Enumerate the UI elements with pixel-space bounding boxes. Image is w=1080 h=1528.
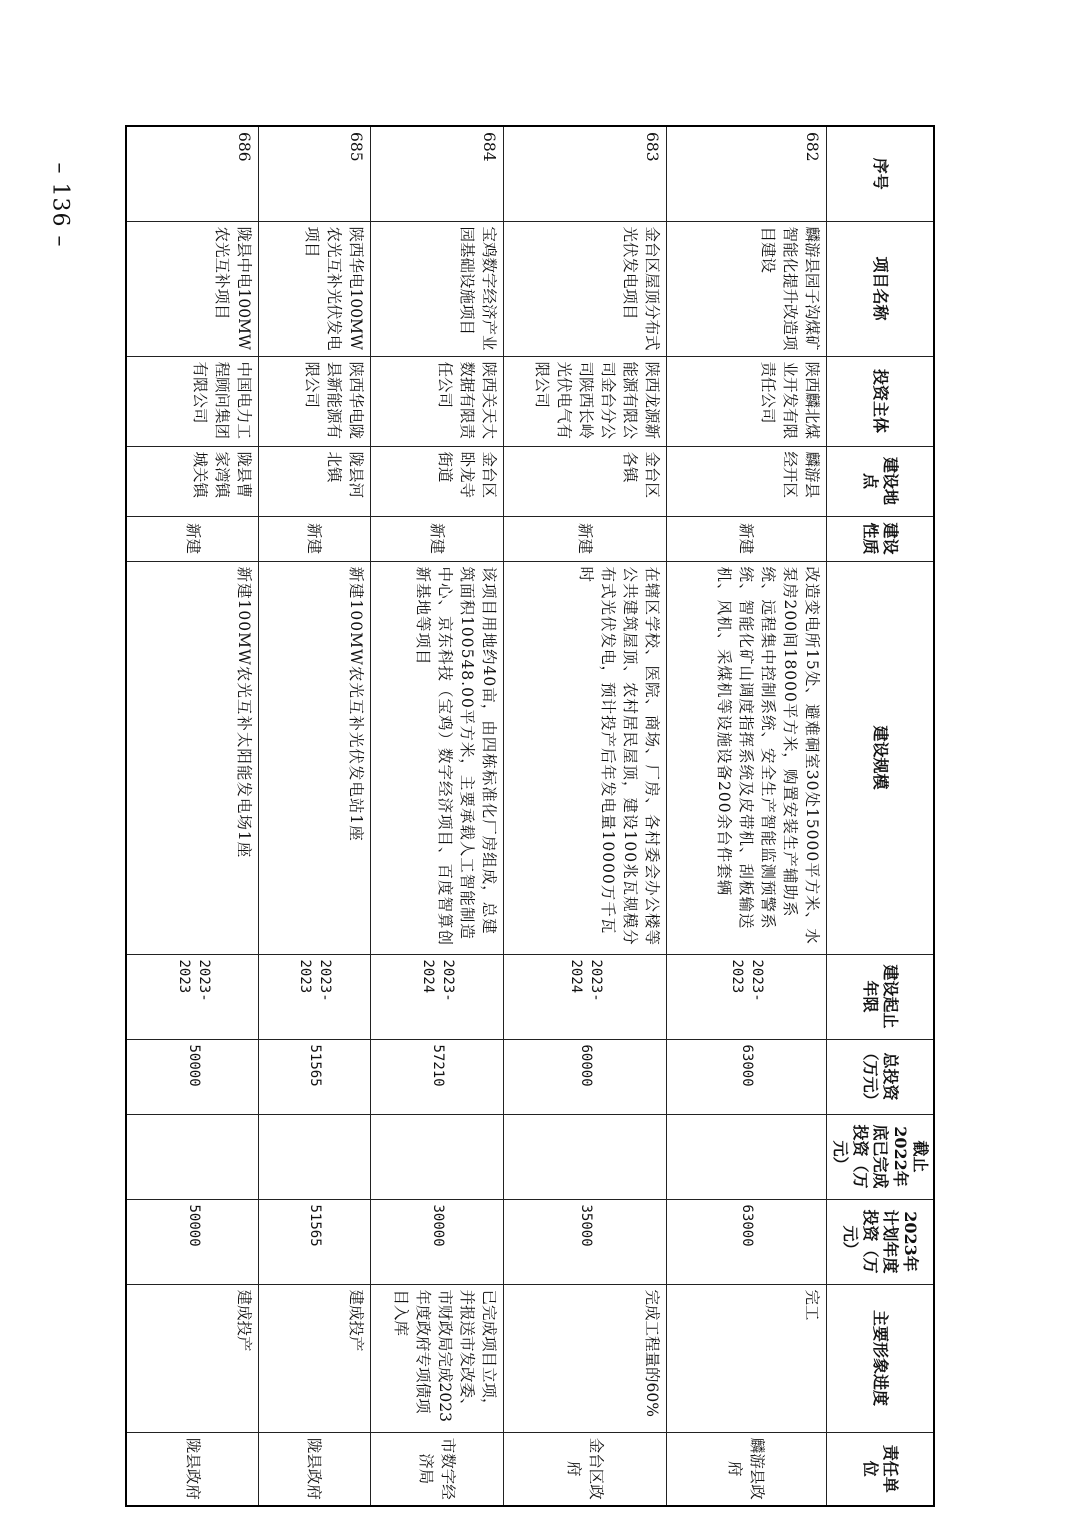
cell-nature: 新建 [259, 516, 371, 561]
cell-scale: 在辖区学校、医院、商场、厂房、各村委会办公楼等公共建筑屋顶、农村居民屋顶，建设100兆瓦规模分布式光伏发电，预计投产后年发电量10000万千瓦时 [504, 561, 667, 954]
cell-investor: 陕西关天大数据有限责任公司 [371, 356, 504, 446]
cell-investor: 陕西华电陇县新能源有限公司 [259, 356, 371, 446]
table-row [504, 126, 667, 1506]
cell-scale: 改造变电所15处、避难硐室30处15000平方米、水泵房200间18000平方米，购置安装生产辅助系统、远程集中控制系统、安全生产智能监测预警系统、智能化矿山调度指挥系统及皮带机、刮板输送机、风机、采煤机等设施设备200余台件套辆 [667, 561, 827, 954]
cell-nature: 新建 [667, 516, 827, 561]
cell-plan2023: 50000 [127, 1199, 259, 1284]
cell-unit: 陇县政府 [259, 1432, 371, 1506]
cell-nature: 新建 [371, 516, 504, 561]
table-row [259, 126, 371, 1506]
cell-plan2023: 51565 [259, 1199, 371, 1284]
cell-location: 陇县曹家湾镇城关镇 [127, 446, 259, 516]
table-row [127, 126, 259, 1506]
cell-scale: 新建100MW农光互补太阳能发电场1座 [127, 561, 259, 954]
cell-period: 2023-2023 [259, 954, 371, 1039]
cell-total: 63000 [667, 1039, 827, 1114]
cell-seq: 685 [259, 126, 371, 221]
cell-done2022 [127, 1114, 259, 1199]
cell-progress: 建成投产 [127, 1284, 259, 1432]
cell-investor: 陕西龙源新能源有限公司金台分公司陕西长岭光伏电气有限公司 [504, 356, 667, 446]
cell-name: 金台区屋顶分布式光伏发电项目 [504, 221, 667, 356]
cell-investor: 陕西麟北煤业开发有限责任公司 [667, 356, 827, 446]
table-header-row [827, 126, 935, 1506]
cell-name: 陇县中电100MW农光互补项目 [127, 221, 259, 356]
header-seq: 序号 [827, 126, 935, 221]
cell-total: 50000 [127, 1039, 259, 1114]
cell-plan2023: 30000 [371, 1199, 504, 1284]
cell-seq: 686 [127, 126, 259, 221]
cell-location: 陇县河北镇 [259, 446, 371, 516]
table-row [667, 126, 827, 1506]
cell-period: 2023-2023 [667, 954, 827, 1039]
cell-total: 51565 [259, 1039, 371, 1114]
cell-location: 麟游县经开区 [667, 446, 827, 516]
cell-nature: 新建 [127, 516, 259, 561]
header-period: 建设起止年限 [827, 954, 935, 1039]
cell-done2022 [259, 1114, 371, 1199]
cell-progress: 完工 [667, 1284, 827, 1432]
cell-seq: 682 [667, 126, 827, 221]
project-table [126, 125, 936, 1507]
project-table-container [140, 125, 935, 1500]
cell-unit: 市数字经济局 [371, 1432, 504, 1506]
cell-unit: 麟游县政府 [667, 1432, 827, 1506]
cell-seq: 684 [371, 126, 504, 221]
table-row [371, 126, 504, 1506]
cell-progress: 建成投产 [259, 1284, 371, 1432]
cell-done2022 [667, 1114, 827, 1199]
cell-done2022 [504, 1114, 667, 1199]
cell-unit: 金台区政府 [504, 1432, 667, 1506]
cell-name: 陕西华电100MW农光互补光伏发电项目 [259, 221, 371, 356]
header-scale: 建设规模 [827, 561, 935, 954]
cell-investor: 中国电力工程顾问集团有限公司 [127, 356, 259, 446]
header-total: 总投资（万元） [827, 1039, 935, 1114]
cell-nature: 新建 [504, 516, 667, 561]
cell-total: 60000 [504, 1039, 667, 1114]
header-investor: 投资主体 [827, 356, 935, 446]
cell-name: 宝鸡数字经济产业园基础设施项目 [371, 221, 504, 356]
cell-period: 2023-2024 [504, 954, 667, 1039]
header-name: 项目名称 [827, 221, 935, 356]
cell-plan2023: 35000 [504, 1199, 667, 1284]
cell-seq: 683 [504, 126, 667, 221]
cell-total: 57210 [371, 1039, 504, 1114]
cell-name: 麟游县园子沟煤矿智能化提升改造项目建设 [667, 221, 827, 356]
page-number: – 136 – [47, 162, 73, 248]
header-location: 建设地点 [827, 446, 935, 516]
cell-plan2023: 63000 [667, 1199, 827, 1284]
header-plan2023: 2023年计划年度投资（万元） [827, 1199, 935, 1284]
header-unit: 责任单位 [827, 1432, 935, 1506]
cell-location: 金台区卧龙寺街道 [371, 446, 504, 516]
cell-unit: 陇县政府 [127, 1432, 259, 1506]
header-done2022: 截止2022年底已完成投资（万元） [827, 1114, 935, 1199]
header-nature: 建设性质 [827, 516, 935, 561]
cell-period: 2023-2023 [127, 954, 259, 1039]
cell-done2022 [371, 1114, 504, 1199]
cell-progress: 已完成项目立项，并报送市发改委、市财政局完成2023年度政府专项债项目入库 [371, 1284, 504, 1432]
cell-scale: 新建100MW农光互补光伏发电站1座 [259, 561, 371, 954]
cell-scale: 该项目用地约40亩，由四栋标准化厂房组成，总建筑面积100548.00平方米，主要承载人工智能制造中心、京东科技（宝鸡）数字经济项目、百度智算创新基地等项目 [371, 561, 504, 954]
header-progress: 主要形象进度 [827, 1284, 935, 1432]
cell-progress: 完成工程量的60% [504, 1284, 667, 1432]
cell-period: 2023-2024 [371, 954, 504, 1039]
cell-location: 金台区各镇 [504, 446, 667, 516]
